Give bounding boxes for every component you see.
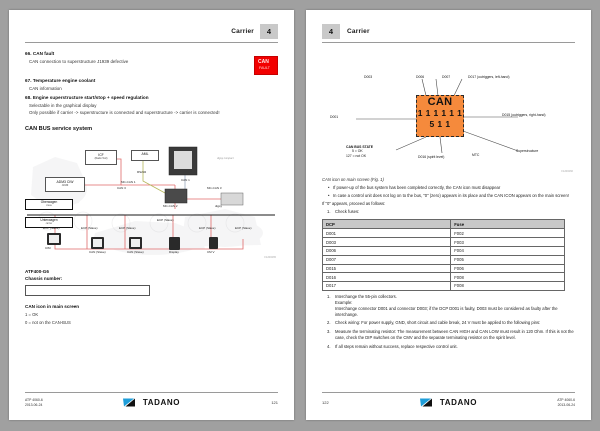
diagram-box-icf xyxy=(85,150,117,165)
section-heading-68: 68. Engine superstructure start/stop + speed regulation xyxy=(25,95,149,100)
note-bullet-2 xyxy=(322,193,575,199)
footer-doc-date: 2013-06-24 xyxy=(557,402,575,407)
section-heading-67: 67. Temperature engine coolant xyxy=(25,78,96,83)
wire-label-ecp-1: ECP (Slave) xyxy=(43,225,60,230)
fault-icon-sub: FAULT xyxy=(259,66,270,71)
fuse-cell-dcp: D017 xyxy=(323,282,451,291)
fuse-cell-dcp: D016 xyxy=(323,273,451,282)
fuse-cell-fuse: F004 xyxy=(451,246,565,255)
fuse-cell-fuse: F008 xyxy=(451,273,565,282)
section-body-68b: Only possible if carrier -> superstructure is connected and superstructure -> carrier is connected! xyxy=(29,109,220,115)
section-body-66: CAN connection to superstructure J1939 defective xyxy=(29,59,129,64)
figure-caption: CAN icon on main screen (Fig. 1) xyxy=(322,177,384,182)
can-icon-row-1: 1 1 1 1 1 1 xyxy=(417,108,463,118)
fuse-cell-fuse: F005 xyxy=(451,255,565,264)
fuse-cell-dcp: D006 xyxy=(323,246,451,255)
fault-icon-label: CAN xyxy=(258,59,269,65)
diagram-box-adm3-label: ADM3 CIW xyxy=(56,179,74,184)
callout-d003: D003 xyxy=(364,75,373,79)
diagram-box-icf-sub: (Radio Tool) xyxy=(94,156,108,160)
fuse-cell-dcp: D001 xyxy=(323,229,451,238)
can-figure-reference: F1200266 xyxy=(561,170,573,173)
can-icon-legend-line-2: 0 = not on the CAN-BUS xyxy=(25,319,71,325)
can-icon-word: CAN xyxy=(427,96,453,108)
step-replace-control-unit xyxy=(322,344,575,350)
callout-d017: D017 (outriggers, left-hand) xyxy=(468,75,510,79)
footer-doc-meta-left xyxy=(25,398,85,407)
page-header-left xyxy=(25,22,278,40)
wire-label-mccan3: MC-CAN 3 xyxy=(207,185,222,190)
footer-doc-meta-right xyxy=(515,398,575,407)
fuse-table-col-dcp: DCP xyxy=(323,220,451,229)
table-row xyxy=(323,264,565,273)
step-text: Check wiring: For power supply, GND, short circuit and cable break, 24 V must be applied to the following pins: xyxy=(335,320,541,326)
callout-d016: D016 (spirit level) xyxy=(418,155,445,159)
fuse-cell-fuse: F006 xyxy=(451,264,565,273)
wire-label-mccan1: MC-CAN 1 xyxy=(121,179,136,184)
tadano-logo-icon xyxy=(420,397,436,408)
diagram-box-oberwagen-sub: crane xyxy=(46,204,52,207)
can-bus-state-title: CAN BUS STATE xyxy=(346,145,373,149)
note-bullet-2-text: In case a control unit does not log on to the bus, "0" (zero) appears in its place and the CAN ICON appears on the main screen! xyxy=(333,192,569,198)
step-number: 4. xyxy=(327,344,331,349)
step-number: 1. xyxy=(327,293,331,299)
diagram-box-aml-label: AML xyxy=(141,152,149,157)
step-number: 2. xyxy=(327,320,331,326)
diagram-figure-reference: F1200265 xyxy=(264,255,276,259)
can-bus-service-system-heading: CAN BUS service system xyxy=(25,125,93,132)
can-icon-legend-line-1: 1 = OK xyxy=(25,311,39,317)
footer-doc-code: ATP 4060-6 xyxy=(25,397,43,402)
can-icon-row-2: 5 1 1 xyxy=(429,118,451,129)
can-bus-state-legend xyxy=(346,145,373,158)
header-divider xyxy=(25,42,278,43)
header-chapter-number-right: 4 xyxy=(322,24,340,39)
can-bus-service-system-diagram xyxy=(25,137,278,261)
fuse-cell-dcp: D015 xyxy=(323,264,451,273)
fuse-cell-dcp: D007 xyxy=(323,255,451,264)
section-heading-66: 66. CAN fault xyxy=(25,51,55,56)
page-footer-right xyxy=(322,392,575,408)
wire-label-ecp-2: ECP (Slave) xyxy=(81,225,98,230)
table-row xyxy=(323,273,565,282)
header-chapter-number: 4 xyxy=(260,24,278,39)
page-right xyxy=(306,10,591,420)
wire-label-can-slave-2: CAN (Slave) xyxy=(127,249,144,254)
wire-label-ecp-4: ECP (Slave) xyxy=(157,217,174,222)
can-icon-main-screen-heading: CAN icon in main screen xyxy=(25,303,80,309)
table-row xyxy=(323,282,565,291)
diagram-box-icf-label: ICF xyxy=(98,152,104,157)
note-bullet-1-text: If power-up of the bus system has been completed correctly, the CAN icon must disappear xyxy=(333,184,501,190)
step-text: Measure the terminating resistor: The measurement between CAN HIGH and CAN LOW must result in 120 Ohm. If this is not the case, check the DIP switches on the CMV and the separate terminating resistor on the spirit level. xyxy=(335,329,574,341)
table-row xyxy=(323,255,565,264)
can-icon-figure xyxy=(322,57,575,175)
diagram-box-oberwagen-label: Oberwagen xyxy=(40,199,58,204)
callout-mtc: MTC xyxy=(472,153,480,157)
step-check-fuses xyxy=(322,209,575,215)
fuse-cell-dcp: D003 xyxy=(323,238,451,247)
step-text: Interchange the 55-pin collectors. xyxy=(335,293,397,299)
section-body-68a: Selectable in the graphical display xyxy=(29,103,97,108)
step-measure-resistor xyxy=(322,329,575,341)
wire-label-rs232: RS232 xyxy=(137,169,147,174)
footer-doc-date: 2013-06-24 xyxy=(25,402,43,407)
callout-superstructure: Superstructure xyxy=(516,149,539,153)
tadano-logo-icon xyxy=(123,397,139,408)
page-footer-left xyxy=(25,392,278,408)
wire-label-ecp-6: ECP (Slave) xyxy=(235,225,252,230)
step-number: 1. xyxy=(327,209,331,215)
diagram-box-unterwagen-label: Unterwagen xyxy=(40,217,58,222)
footer-page-number-left: 121 xyxy=(271,400,278,405)
footer-page-number-right: 122 xyxy=(322,400,329,405)
note-lead-in: If "0" appears, proceed as follows: xyxy=(322,201,386,207)
table-row xyxy=(323,246,565,255)
bullet-marker-2: • xyxy=(328,192,330,198)
footer-brand-left xyxy=(85,397,218,408)
step-text: If all steps remain without success, replace respective control unit. xyxy=(335,344,458,349)
diagram-box-aml xyxy=(131,150,159,161)
can-fault-warning-icon xyxy=(254,56,278,75)
chassis-model-label: ATF400-G6 xyxy=(25,268,49,274)
header-title-right: Carrier xyxy=(347,27,370,35)
note-bullet-1 xyxy=(322,185,575,191)
footer-brand-right xyxy=(382,397,515,408)
table-row xyxy=(323,238,565,247)
wire-label-mccan2: MC-CAN 2 xyxy=(163,203,178,208)
callout-d001: D001 xyxy=(330,115,339,119)
digsy-watermark: digsy compact xyxy=(217,156,234,160)
fuse-table-header-row xyxy=(323,220,565,229)
diagram-box-oberwagen xyxy=(25,199,73,210)
tadano-wordmark: TADANO xyxy=(439,398,478,407)
callout-d015: D015 (outriggers, right-hand) xyxy=(502,113,546,117)
diagram-box-adm3-sub: J1939 xyxy=(61,183,69,187)
wire-label-cmv: CM V xyxy=(207,249,215,254)
page-header-right xyxy=(322,22,575,40)
chassis-number-label: Chassis number: xyxy=(25,275,63,281)
table-row xyxy=(323,229,565,238)
wire-label-digsy: digsy xyxy=(215,203,223,208)
wire-label-ecp-3: ECP (Slave) xyxy=(119,225,136,230)
page-left xyxy=(9,10,294,420)
wire-label-display: Display xyxy=(169,249,179,254)
wire-label-can1: CAN 1 xyxy=(181,177,190,182)
diagram-box-adm3-ciw xyxy=(45,177,85,192)
fuse-table-col-fuse: Fuse xyxy=(451,220,565,229)
fuse-cell-fuse: F002 xyxy=(451,229,565,238)
can-bus-state-ok: 5 = OK xyxy=(352,149,363,154)
wire-label-can-slave-1: CAN (Slave) xyxy=(89,249,106,254)
section-body-67: CAN information xyxy=(29,86,62,91)
footer-doc-code: ATP 4060-6 xyxy=(557,397,575,402)
can-bus-state-not-ok: 127 = not OK xyxy=(346,153,367,158)
diagram-box-unterwagen-sub: carrier xyxy=(45,222,53,225)
step-check-wiring xyxy=(322,320,575,326)
wire-label-can3: CAN 3 xyxy=(117,185,126,190)
header-divider-right xyxy=(322,42,575,43)
fuse-table xyxy=(322,219,565,291)
step-1-example-label: Example: xyxy=(335,299,353,305)
callout-d006: D006 xyxy=(416,75,425,79)
callout-d007: D007 xyxy=(442,75,451,79)
fuse-cell-fuse: F008 xyxy=(451,282,565,291)
wire-label-ecp-5: ECP (Slave) xyxy=(199,225,216,230)
can-status-icon xyxy=(416,95,464,137)
step-1-example-text: Interchange connector D001 and connector D003; if the DCP D001 is faulty, D003 must be considered as faulty after the interchange. xyxy=(335,305,558,317)
wire-label-cim: CIM xyxy=(45,245,51,250)
tadano-wordmark: TADANO xyxy=(142,398,181,407)
bullet-marker: • xyxy=(328,184,330,190)
header-title: Carrier xyxy=(231,27,254,35)
step-number: 3. xyxy=(327,329,331,335)
fuse-cell-fuse: F003 xyxy=(451,238,565,247)
step-text: Check fuses: xyxy=(335,209,360,215)
chassis-number-input[interactable] xyxy=(25,285,150,296)
